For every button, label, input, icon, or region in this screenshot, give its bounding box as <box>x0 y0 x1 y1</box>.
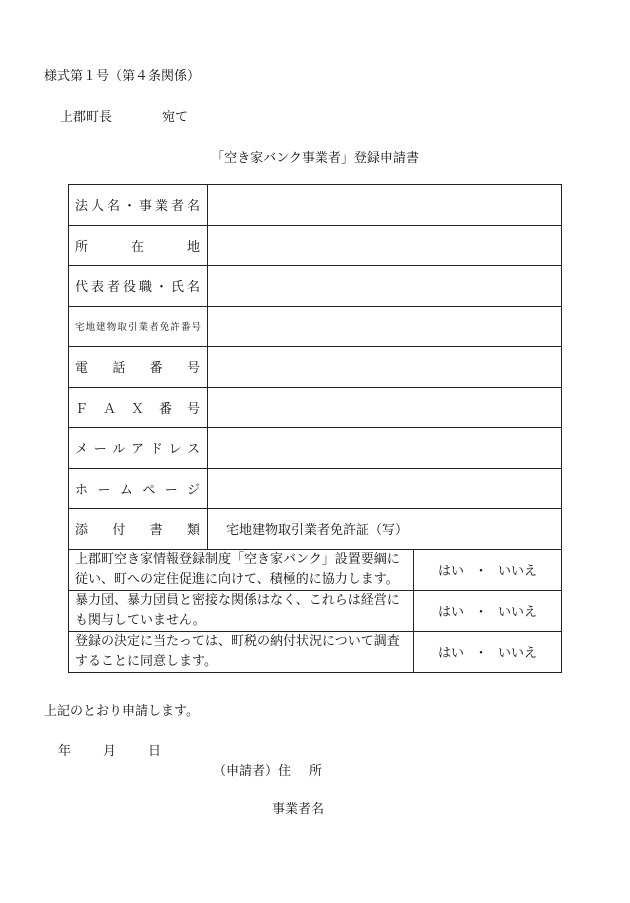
addressee-name: 上郡町長 <box>60 110 113 125</box>
field-row-phone <box>69 347 562 388</box>
document-title: 「空き家バンク事業者」登録申請書 <box>211 151 419 166</box>
field-label: 代表者役職・氏名 <box>75 280 201 296</box>
option-separator: ・ <box>474 564 488 579</box>
email-input[interactable] <box>208 428 562 469</box>
business-name-label: 事業者名 <box>272 802 325 817</box>
license-number-input[interactable] <box>208 306 562 347</box>
location-input[interactable] <box>208 225 562 266</box>
option-separator: ・ <box>474 605 488 620</box>
field-label: 法人名・事業者名 <box>75 199 201 215</box>
day-label: 日 <box>148 744 162 759</box>
option-separator: ・ <box>474 646 488 661</box>
field-label-cell <box>69 468 208 509</box>
field-row-representative <box>69 266 562 307</box>
form-number: 様式第１号（第４条関係） <box>44 69 201 84</box>
registration-form-table <box>68 184 562 673</box>
field-label-cell <box>69 347 208 388</box>
consent-answer <box>414 590 562 631</box>
field-label: ＦＡＸ番号 <box>75 401 201 417</box>
no-option[interactable]: いいえ <box>498 564 538 579</box>
field-row-attachments <box>69 509 562 550</box>
date-line <box>58 740 161 759</box>
consent-row-tax-check <box>69 631 562 672</box>
consent-answer <box>414 631 562 672</box>
field-row-location <box>69 225 562 266</box>
field-label: メールアドレス <box>75 442 201 458</box>
closing-statement: 上記のとおり申請します。 <box>44 704 199 719</box>
corporate-name-input[interactable] <box>208 185 562 226</box>
no-option[interactable]: いいえ <box>498 646 538 661</box>
addressee-suffix: 宛て <box>162 110 189 125</box>
field-label-cell <box>69 225 208 266</box>
representative-input[interactable] <box>208 266 562 307</box>
year-label: 年 <box>58 744 72 759</box>
addressee <box>60 106 188 125</box>
field-label: 宅地建物取引業者免許番号 <box>75 322 201 334</box>
field-label: ホームページ <box>75 482 201 498</box>
yes-option[interactable]: はい <box>437 564 464 579</box>
attachments-value: 宅地建物取引業者免許証（写） <box>208 509 562 550</box>
fax-input[interactable] <box>208 387 562 428</box>
field-row-license-number <box>69 306 562 347</box>
yes-option[interactable]: はい <box>437 605 464 620</box>
month-label: 月 <box>103 744 117 759</box>
consent-row-antisocial <box>69 590 562 631</box>
field-label: 所在地 <box>75 239 201 255</box>
applicant-address-prefix: （申請者）住 <box>213 764 292 779</box>
field-label-cell <box>69 306 208 347</box>
applicant-address-label <box>213 760 322 779</box>
field-label-cell <box>69 266 208 307</box>
field-label-cell <box>69 509 208 550</box>
consent-row-cooperation <box>69 549 562 590</box>
consent-statement: 上郡町空き家情報登録制度「空き家バンク」設置要綱に従い、町への定住促進に向けて、積極的に協力します。 <box>69 549 414 590</box>
field-label: 添付書類 <box>75 523 201 539</box>
consent-statement: 暴力団、暴力団員と密接な関係はなく、これらは経営にも関与していません。 <box>69 590 414 631</box>
homepage-input[interactable] <box>208 468 562 509</box>
field-label: 電話番号 <box>75 361 201 377</box>
consent-statement: 登録の決定に当たっては、町税の納付状況について調査することに同意します。 <box>69 631 414 672</box>
field-label-cell <box>69 185 208 226</box>
field-label-cell <box>69 428 208 469</box>
phone-input[interactable] <box>208 347 562 388</box>
no-option[interactable]: いいえ <box>498 605 538 620</box>
field-row-homepage <box>69 468 562 509</box>
yes-option[interactable]: はい <box>437 646 464 661</box>
field-row-corporate-name <box>69 185 562 226</box>
applicant-address-suffix: 所 <box>309 764 323 779</box>
field-label-cell <box>69 387 208 428</box>
consent-answer <box>414 549 562 590</box>
field-row-fax <box>69 387 562 428</box>
field-row-email <box>69 428 562 469</box>
